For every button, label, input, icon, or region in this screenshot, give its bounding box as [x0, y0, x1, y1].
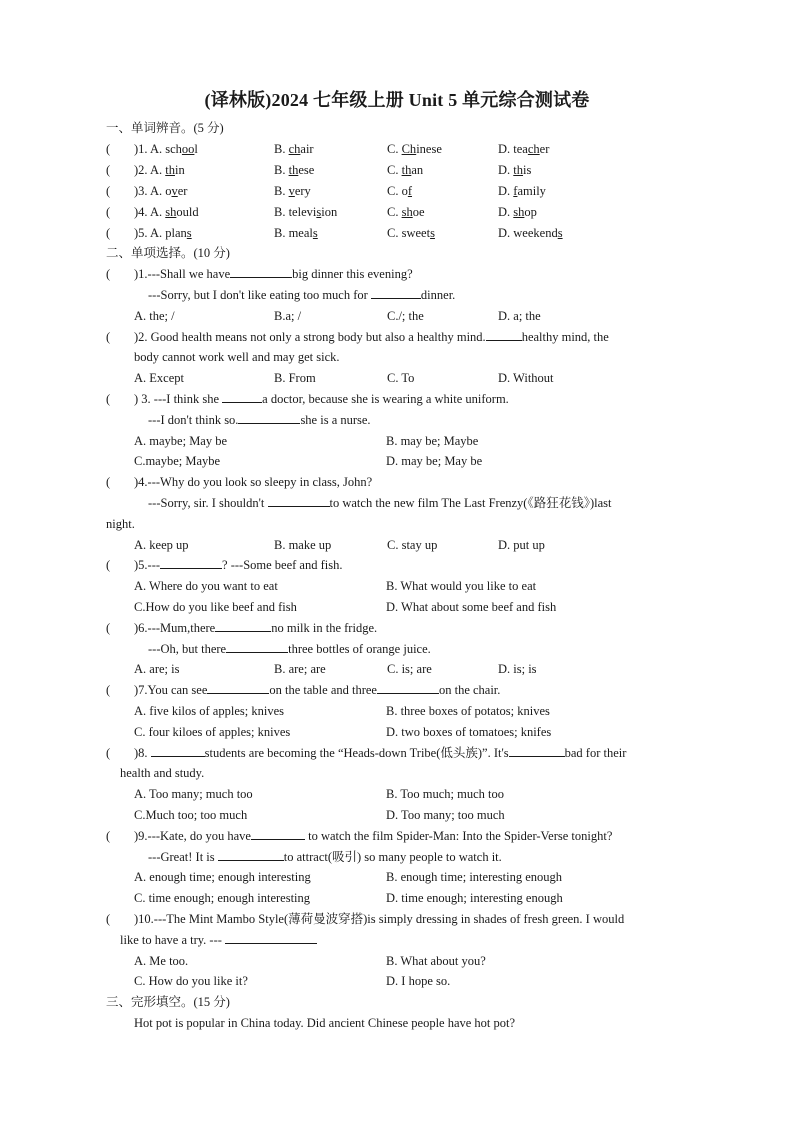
question-2: ( )2. Good health means not only a strong body but also a healthy mind. healthy mind, the	[0, 327, 794, 347]
phonetics-option: C. shoe	[387, 205, 425, 219]
underlined-letters: th	[288, 163, 299, 177]
underlined-letters: ch	[527, 142, 540, 156]
phonetics-option: B. chair	[274, 142, 314, 156]
answer-blank	[251, 826, 305, 840]
section3-heading: 三、完形填空。(15 分)	[106, 995, 230, 1009]
question-2-line2: body cannot work well and may get sick.	[134, 350, 340, 364]
exam-page: (译林版)2024 七年级上册 Unit 5 单元综合测试卷 一、单词辨音。(5 分) ( )1. A. school B. chair C. Chinese D. teacher ( )2. A. thin B. these C. than D. this ( )3. A. over B. very C. of D. family ( )4. A. should B. television C. shoe D. shop ( )5. A. plans B. meals C. sweets D. weekends 二、单项选择。(10 分) ( )1.---Shall we have big dinner this evening? ---Sorry, but I don't like eating too much for dinner. A. the; / B.a; / C./; the D. a; the ( )2. Good health means not only a strong body but also a healthy mind. healthy mind, the body cannot work well and may get sick. A. Except B. From C. To D. Without ( ) 3. ---I think she a doctor, because she is wearing a white uniform. ---I don't think so. she is a nurse. A. maybe; May be B. may be; Maybe C.maybe; Maybe D. may be; May be ( )4.---Why do you look so sleepy in class, John? ---Sorry, sir. I shouldn't to watch the new film The Last Frenzy(《路狂花钱》)last night. A. keep up B. make up C. stay up D. put up ( )5.--- ? ---Some beef and fish. A. Where do you want to eat B. What would you like to eat C.How do you like beef and fish D. What about some beef and fish ( )6.---Mum,there no milk in the fridge. ---Oh, but there three bottles of orange juice. A. are; is B. are; are C. is; are D. is; is ( )7.You can see on the table and three on the chair. A. five kilos of apples; knives B. three boxes of potatos; knives C. four kiloes of apples; knives D. two boxes of tomatoes; knifes ( )8. students are becoming the “Heads-down Tribe(低头族)”. It's bad for their health and study. A. Too many; much too B. Too much; much too C.Much too; too much D. Too many; too much ( )9.---Kate, do you have to watch the film Spider-Man: Into the Spider-Verse tonight? ---Great! It is to attract(吸引) so many people to watch it. A. enough time; enough interesting B. enough time; interesting enough C. time enough; enough interesting D. time enough; interesting enough ( )10.---The Mint Mambo Style(薄荷曼波穿搭)is simply dressing in shades of fresh green. I would like to have a try. --- A. Me too. B. What about you? C. How do you like it? D. I hope so. 三、完形填空。(15 分) Hot pot is popular in China today. Did ancient Chinese people have hot pot?	[0, 0, 794, 1123]
answer-blank	[222, 389, 262, 403]
question-6-line2: ---Oh, but there three bottles of orange juice.	[148, 639, 431, 659]
underlined-letters: f	[407, 184, 413, 198]
phonetics-option: C. sweets	[387, 226, 435, 240]
phonetics-option: )2. A. thin	[134, 163, 185, 177]
answer-blank	[226, 639, 288, 653]
answer-blank	[151, 743, 205, 757]
question-4-line3: night.	[106, 517, 135, 531]
answer-blank	[230, 264, 292, 278]
underlined-letters: f	[513, 184, 518, 198]
question-1-line2: ---Sorry, but I don't like eating too much for dinner.	[148, 285, 455, 305]
phonetics-option: D. family	[498, 184, 546, 198]
underlined-letters: s	[186, 226, 192, 240]
answer-blank	[509, 743, 565, 757]
phonetics-option: C. than	[387, 163, 424, 177]
section1-heading: 一、单词辨音。(5 分)	[106, 121, 224, 135]
phonetics-option: D. shop	[498, 205, 537, 219]
question-8-line2: health and study.	[120, 766, 205, 780]
answer-blank	[160, 555, 222, 569]
answer-blank	[207, 680, 269, 694]
phonetics-option: D. this	[498, 163, 532, 177]
underlined-letters: sh	[165, 205, 177, 219]
phonetics-option: D. teacher	[498, 142, 550, 156]
underlined-letters: ch	[288, 142, 301, 156]
phonetics-option: B. these	[274, 163, 315, 177]
answer-blank	[238, 410, 300, 424]
answer-blank	[225, 930, 317, 944]
question-4-line2: ---Sorry, sir. I shouldn't to watch the new film The Last Frenzy(《路狂花钱》)last	[148, 493, 612, 513]
underlined-letters: oo	[181, 142, 195, 156]
phonetics-option: B. very	[274, 184, 311, 198]
section3-intro: Hot pot is popular in China today. Did ancient Chinese people have hot pot?	[134, 1016, 516, 1030]
underlined-letters: th	[513, 163, 524, 177]
phonetics-option: B. television	[274, 205, 338, 219]
answer-blank	[218, 847, 284, 861]
underlined-letters: s	[430, 226, 435, 240]
phonetics-option: )4. A. should	[134, 205, 199, 219]
section2-heading: 二、单项选择。(10 分)	[106, 246, 230, 260]
answer-blank	[268, 493, 330, 507]
underlined-letters: sh	[513, 205, 525, 219]
underlined-letters: th	[401, 163, 412, 177]
phonetics-option: D. weekends	[498, 226, 563, 240]
underlined-letters: th	[165, 163, 175, 177]
phonetics-option: )3. A. over	[134, 184, 188, 198]
phonetics-option: C. Chinese	[387, 142, 442, 156]
answer-blank	[371, 285, 421, 299]
question-3-line2: ---I don't think so. she is a nurse.	[148, 410, 371, 430]
question-9-line2: ---Great! It is to attract(吸引) so many people to watch it.	[148, 847, 502, 867]
underlined-letters: s	[316, 205, 322, 219]
exam-title: (译林版)2024 七年级上册 Unit 5 单元综合测试卷	[204, 90, 590, 110]
phonetics-option: )5. A. plans	[134, 226, 192, 240]
answer-blank	[486, 327, 522, 341]
underlined-letters: v	[288, 184, 295, 198]
underlined-letters: sh	[401, 205, 413, 219]
answer-blank	[377, 680, 439, 694]
underlined-letters: s	[312, 226, 318, 240]
question-10-line2: like to have a try. ---	[120, 930, 317, 950]
underlined-letters: v	[171, 184, 178, 198]
phonetics-option: B. meals	[274, 226, 318, 240]
underlined-letters: Ch	[401, 142, 417, 156]
phonetics-option: )1. A. school	[134, 142, 198, 156]
answer-blank	[215, 618, 271, 632]
phonetics-option: C. of	[387, 184, 413, 198]
underlined-letters: s	[557, 226, 563, 240]
